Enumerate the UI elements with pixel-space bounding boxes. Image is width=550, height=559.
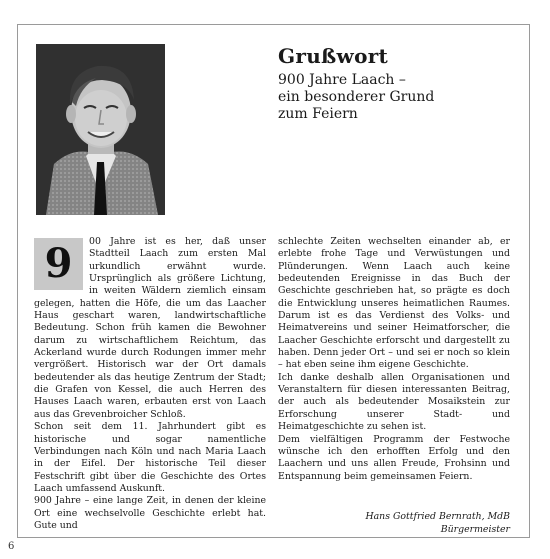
text-column-right [278,236,510,483]
heading-block [278,44,518,123]
paragraph: schlechte Zeiten wechselten einander ab, er erlebte frohe Tage und Verwüstungen und Plünderungen. Wenn Laach auch keine bedeutenden Ereignisse in das Buch der Geschichte geschrieben hat, so prägte es doch die Entwicklung unseres heimatlichen Raumes. Darum ist es das Verdienst des Volks- und Heimatvereins und seiner Heimatforscher, die Laacher Geschichte erforscht und dargestellt zu haben. Denn jeder Ort – und sei er noch so klein – hat eben seine ihm eigene Geschichte. [278,236,510,371]
text-column-left [34,236,266,532]
paragraph: 900 Jahre – eine lange Zeit, in denen der kleine Ort eine wechselvolle Geschichte erlebt hat. Gute und [34,495,266,531]
portrait-image [36,44,165,215]
paragraph: Dem vielfältigen Programm der Festwoche wünsche ich den erhofften Erfolg und den Laachern und uns allen Freude, Frohsinn und Entspannung beim gemeinsamen Feiern. [278,433,510,482]
paragraph: Schon seit dem 11. Jahrhundert gibt es historische und sogar namentliche Verbindungen nach Köln und nach Maria Laach in der Eifel. Der historische Teil dieser Festschrift gibt über die Geschichte des Ortes Laach umfassend Auskunft. [34,421,266,494]
portrait-photo [36,44,165,215]
signature-block [278,510,510,536]
paragraph: Ich danke deshalb allen Organisationen und Veranstaltern für diesen interessanten Beitrag, der auch als bedeutender Mosaikstein zur Erforschung unserer Stadt- und Heimatgeschichte zu sehen ist. [278,371,510,433]
page-title: Grußwort [278,44,389,68]
page-number: 6 [8,541,15,552]
signature-role: Bürgermeister [440,524,510,535]
paragraph: 00 Jahre ist es her, daß unser Stadtteil Laach zum ersten Mal urkundlich erwähnt wurde. Ursprünglich als größere Lichtung, in weiten Wäldern ziemlich einsam gelegen, hatten die Höfe, die um das Laacher Haus geschart waren, landwirtschaftliche Bedeutung. Schon früh kamen die Bewohner darum zu wirtschaftlichem Reichtum, das Ackerland wurde durch Rodungen immer mehr vergrößert. Historisch war der Ort damals bedeutender als das heutige Zentrum der Stadt; die Grafen von Kessel, die auch Herren des Hauses Laach waren, erbauten erst von Laach aus das Grevenbroicher Schloß. [34,236,266,420]
page-subtitle: 900 Jahre Laach – ein besonderer Grund zum Feiern [278,72,435,122]
signature-name: Hans Gottfried Bernrath, MdB [365,511,510,522]
drop-cap: 9 [34,238,83,290]
